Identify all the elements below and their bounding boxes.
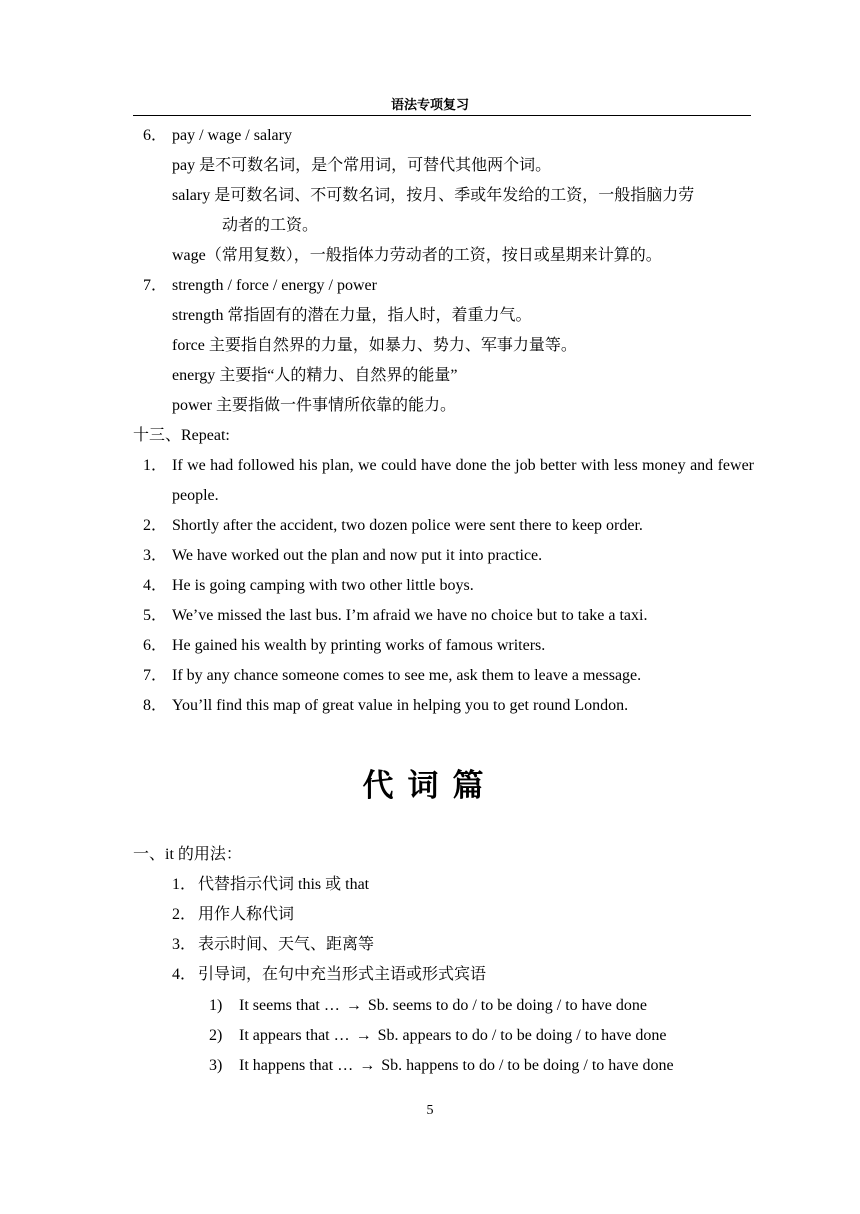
use-number: 1．: [172, 876, 197, 893]
arrow-icon: →: [359, 1057, 376, 1074]
item-number: 6．: [143, 127, 168, 144]
item-heading: strength / force / energy / power: [172, 277, 377, 294]
page-number: 5: [426, 1103, 434, 1118]
header-title: 语法专项复习: [390, 98, 469, 113]
pattern-number: 2): [209, 1027, 223, 1044]
pattern-row: [239, 1026, 666, 1046]
pattern-right: Sb. happens to do / to be doing / to have done: [381, 1057, 674, 1074]
sentence-number: 4．: [143, 577, 168, 594]
header-rule: [133, 115, 751, 116]
arrow-icon: →: [355, 1027, 372, 1044]
sub-heading: 一、it 的用法：: [133, 846, 242, 863]
pattern-right: Sb. appears to do / to be doing / to have done: [377, 1027, 667, 1044]
sentence-text: You’ll find this map of great value in helping you to get round London.: [172, 697, 629, 714]
use-number: 4．: [172, 966, 197, 983]
sentence-number: 8．: [143, 697, 168, 714]
pattern-number: 1): [209, 997, 223, 1014]
sentence-number: 6．: [143, 637, 168, 654]
item-line: power 主要指做一件事情所依靠的能力。: [172, 397, 456, 414]
section-heading: 十三、Repeat:: [133, 427, 230, 444]
item-line: salary 是可数名词、不可数名词，按月、季或年发给的工资，一般指脑力劳: [172, 187, 695, 204]
use-text: 代替指示代词 this 或 that: [198, 876, 370, 893]
pattern-left: It happens that …: [239, 1057, 354, 1074]
sentence-text: He is going camping with two other little boys.: [172, 577, 474, 594]
use-text: 表示时间、天气、距离等: [198, 936, 375, 953]
item-line: wage（常用复数），一般指体力劳动者的工资，按日或星期来计算的。: [172, 247, 662, 264]
item-line: strength 常指固有的潜在力量，指人时，着重力气。: [172, 307, 532, 324]
sentence-text: We have worked out the plan and now put it into practice.: [172, 547, 543, 564]
sentence-text: We’ve missed the last bus. I’m afraid we have no choice but to take a taxi.: [172, 607, 648, 624]
pattern-row: [239, 996, 647, 1016]
pattern-row: [239, 1056, 674, 1076]
item-line: pay 是不可数名词，是个常用词，可替代其他两个词。: [172, 157, 552, 174]
item-number: 7．: [143, 277, 168, 294]
use-text: 引导词，在句中充当形式主语或形式宾语: [198, 966, 487, 983]
pattern-number: 3): [209, 1057, 223, 1074]
sentence-text: If we had followed his plan, we could have done the job better with less money and fewer people.: [172, 457, 754, 504]
sentence-text: If by any chance someone comes to see me, ask them to leave a message.: [172, 667, 642, 684]
item-line: 动者的工资。: [222, 217, 319, 234]
item-line: force 主要指自然界的力量，如暴力、势力、军事力量等。: [172, 337, 577, 354]
sentence-number: 7．: [143, 667, 168, 684]
item-line: energy 主要指“人的精力、自然界的能量”: [172, 367, 458, 384]
pattern-left: It seems that …: [239, 997, 340, 1014]
sentence-number: 2．: [143, 517, 168, 534]
pattern-right: Sb. seems to do / to be doing / to have done: [367, 997, 647, 1014]
item-heading: pay / wage / salary: [172, 127, 292, 144]
sentence-text: Shortly after the accident, two dozen police were sent there to keep order.: [172, 517, 643, 534]
pattern-left: It appears that …: [239, 1027, 350, 1044]
section-title: 代词篇: [362, 768, 498, 804]
use-text: 用作人称代词: [198, 906, 295, 923]
sentence-number: 3．: [143, 547, 168, 564]
use-number: 3．: [172, 936, 197, 953]
sentence-text: He gained his wealth by printing works of famous writers.: [172, 637, 546, 654]
use-number: 2．: [172, 906, 197, 923]
sentence-number: 5．: [143, 607, 168, 624]
arrow-icon: →: [345, 997, 362, 1014]
sentence-number: 1．: [143, 457, 168, 474]
